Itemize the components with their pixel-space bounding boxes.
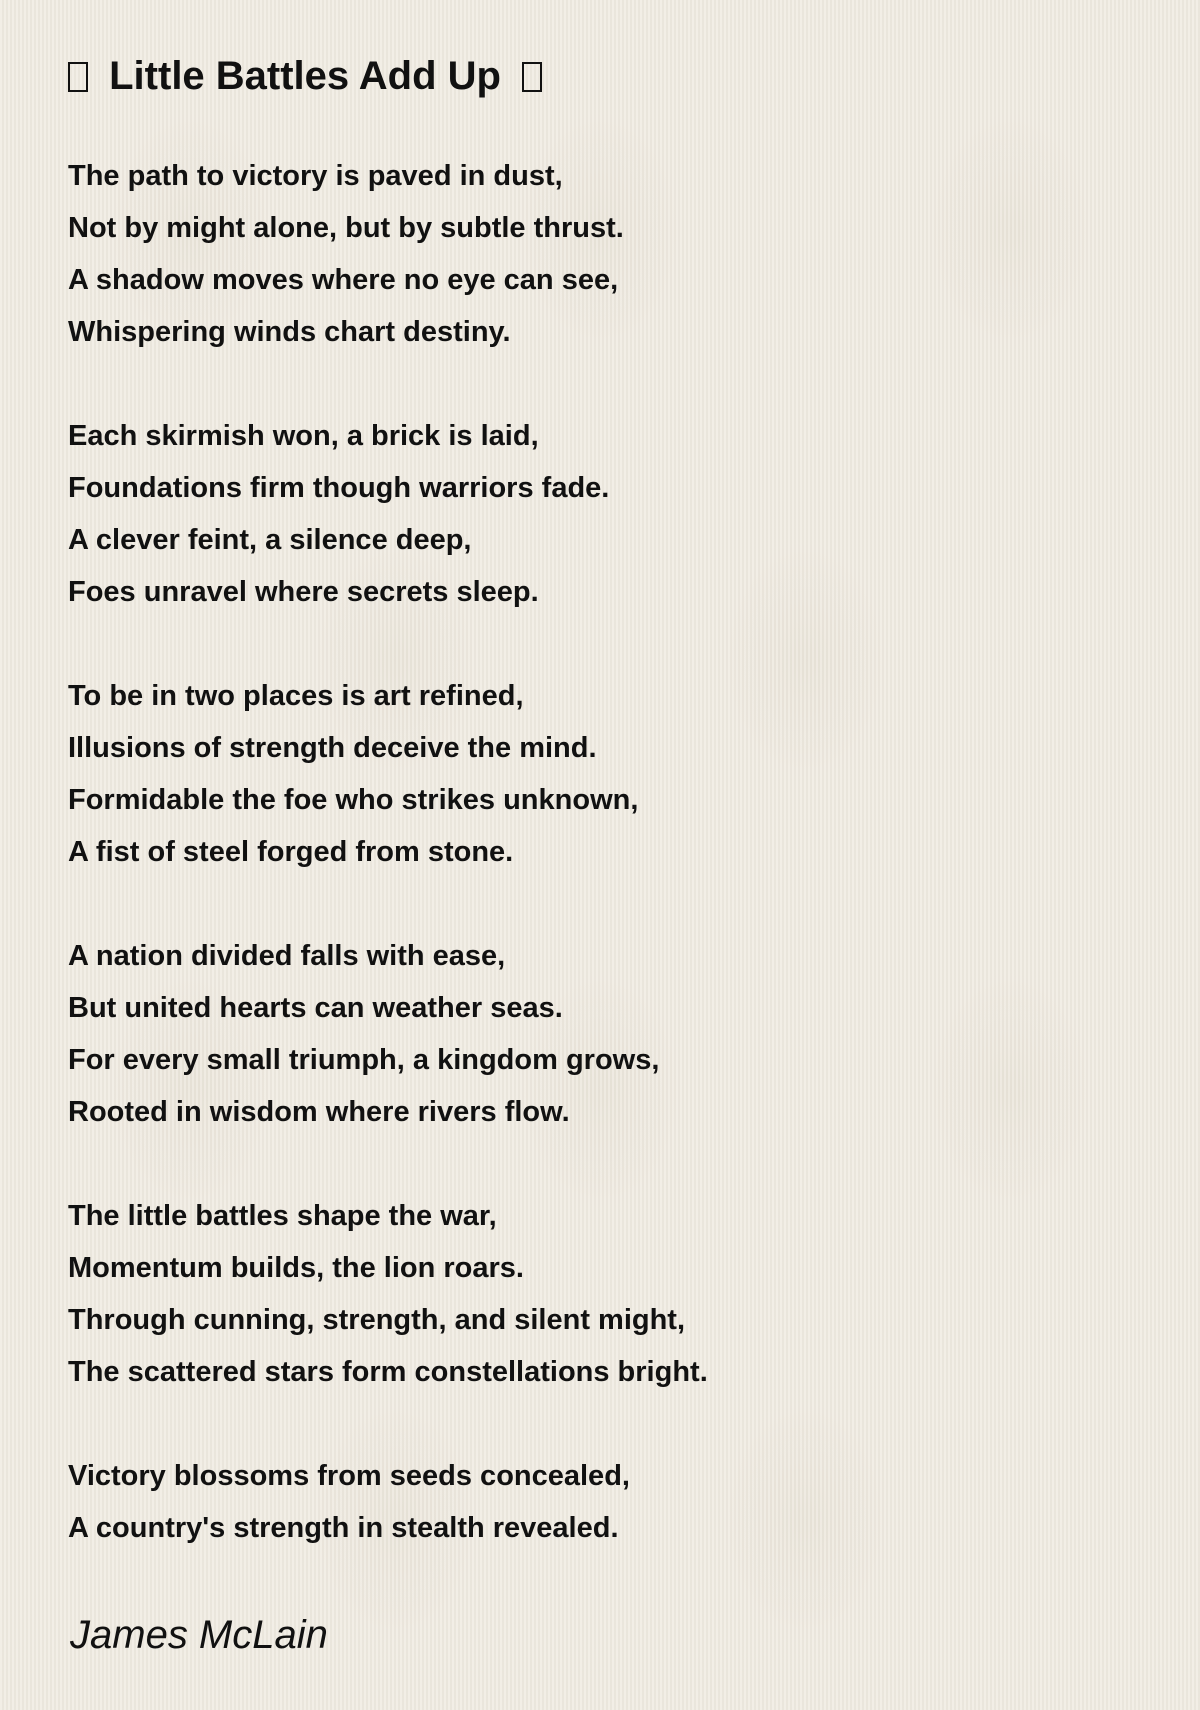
poem-title (68, 46, 542, 106)
poem-line: Through cunning, strength, and silent might, (68, 1304, 686, 1336)
poem-line: Momentum builds, the lion roars. (68, 1252, 524, 1284)
stanza-4 (68, 930, 708, 1138)
poem-line: A clever feint, a silence deep, (68, 524, 472, 556)
poem-line: The path to victory is paved in dust, (68, 160, 563, 192)
poem-line: Victory blossoms from seeds concealed, (68, 1460, 630, 1492)
stanza-3 (68, 670, 708, 878)
stanza-5 (68, 1190, 708, 1398)
poem-line: For every small triumph, a kingdom grows, (68, 1044, 660, 1076)
poem-line: Foes unravel where secrets sleep. (68, 576, 539, 608)
poem-line: A shadow moves where no eye can see, (68, 264, 619, 296)
poem-line: A nation divided falls with ease, (68, 940, 506, 972)
poem-line: Formidable the foe who strikes unknown, (68, 784, 639, 816)
stanza-2 (68, 410, 708, 618)
poem-line: Foundations firm though warriors fade. (68, 472, 610, 504)
poem-line: Whispering winds chart destiny. (68, 316, 511, 348)
stanza-1 (68, 150, 708, 358)
poem-line: To be in two places is art refined, (68, 680, 524, 712)
missing-glyph-icon (522, 62, 542, 92)
poem-line: Not by might alone, but by subtle thrust. (68, 212, 624, 244)
stanza-6 (68, 1450, 708, 1554)
poem-line: Illusions of strength deceive the mind. (68, 732, 597, 764)
poem-line: The scattered stars form constellations bright. (68, 1356, 708, 1388)
poem-line: Rooted in wisdom where rivers flow. (68, 1096, 570, 1128)
poem-line: A country's strength in stealth revealed. (68, 1512, 619, 1544)
poem-title-text: Little Battles Add Up (109, 54, 501, 98)
poem-line: But united hearts can weather seas. (68, 992, 563, 1024)
missing-glyph-icon (68, 62, 88, 92)
poem-line: A fist of steel forged from stone. (68, 836, 514, 868)
poem-line: Each skirmish won, a brick is laid, (68, 420, 539, 452)
poem-line: The little battles shape the war, (68, 1200, 497, 1232)
poem-body (68, 150, 708, 1606)
poem-author: James McLain (70, 1613, 328, 1657)
